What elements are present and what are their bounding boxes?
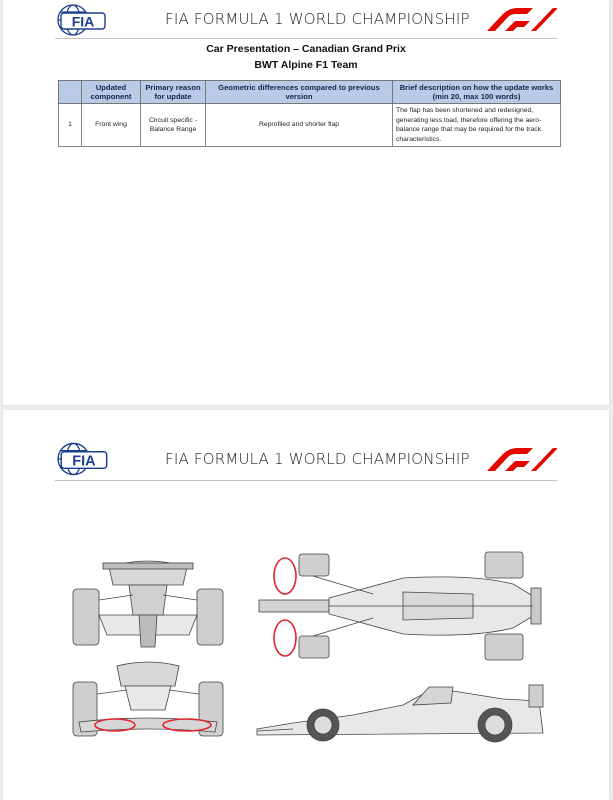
car-top-view-drawing (253, 548, 551, 666)
cell-reason: Circuit specific - Balance Range (141, 104, 206, 147)
highlight-circle (274, 620, 296, 656)
f1-logo (485, 6, 557, 32)
car-rear-view-drawing (69, 555, 227, 655)
fia-logo (55, 2, 113, 38)
car-front-view-drawing (69, 660, 227, 742)
page-header (55, 0, 557, 39)
col-header-geometric: Geometric differences compared to previous version (206, 81, 393, 104)
car-side-view-drawing (253, 675, 551, 747)
fia-logo-text: FIA (72, 453, 96, 470)
table-header-row (59, 81, 561, 104)
fia-logo-text: FIA (71, 13, 95, 30)
col-header-component: Updated component (82, 81, 141, 104)
table-row (59, 104, 561, 147)
championship-title: FIA FORMULA 1 WORLD CHAMPIONSHIP (165, 10, 470, 28)
fia-logo (55, 440, 115, 478)
championship-title: FIA FORMULA 1 WORLD CHAMPIONSHIP (165, 450, 470, 468)
col-header-description: Brief description on how the update works (min 20, max 100 words) (393, 81, 561, 104)
cell-number: 1 (59, 104, 82, 147)
cell-component: Front wing (82, 104, 141, 147)
team-name: BWT Alpine F1 Team (254, 59, 358, 71)
update-table (58, 80, 561, 147)
highlight-circle (274, 558, 296, 594)
cell-geometric: Reprofiled and shorter flap (206, 104, 393, 147)
f1-logo (485, 446, 557, 472)
document-title: Car Presentation – Canadian Grand Prix (206, 43, 406, 55)
document-page-1 (3, 0, 609, 405)
col-header-number (59, 81, 82, 104)
cell-description: The flap has been shortened and redesigned, generating less load, therefore offering the aero-balance range that may be required for the track characteristics. (393, 104, 561, 147)
col-header-reason: Primary reason for update (141, 81, 206, 104)
page-header (55, 438, 557, 481)
document-page-2 (3, 410, 609, 800)
